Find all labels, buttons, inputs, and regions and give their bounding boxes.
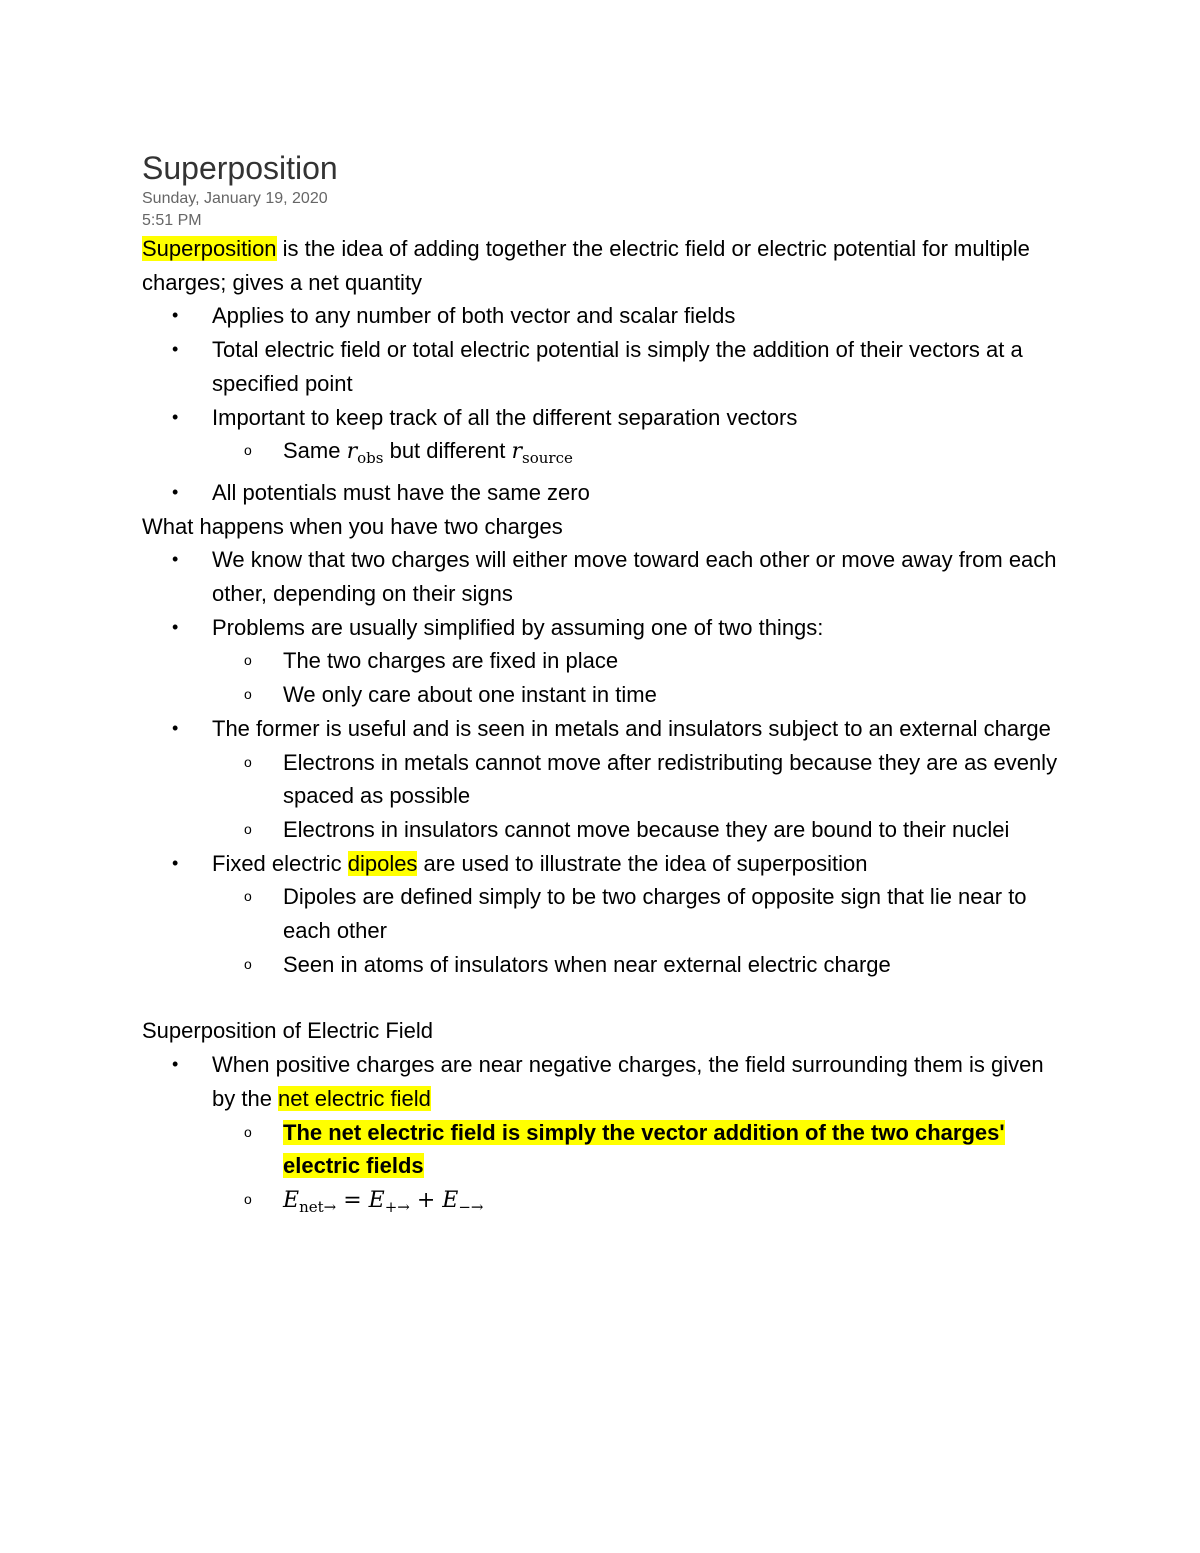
list-item: • All potentials must have the same zero [142,476,1072,510]
bullet-marker: • [172,339,179,360]
sub-list-item: o Electrons in metals cannot move after redistributing because they are as evenly spaced as possible [142,746,1072,813]
blank-line [142,981,1072,1014]
bullet-marker: • [172,549,179,570]
note-date: Sunday, January 19, 2020 [142,190,328,207]
list-item: • Fixed electric dipoles are used to illustrate the idea of superposition [142,847,1072,881]
circle-marker: o [244,1190,252,1207]
list-item: • The former is useful and is seen in metals and insulators subject to an external charge [142,712,1072,746]
bullet-marker: • [172,616,179,637]
circle-marker: o [244,652,252,669]
bullet-marker: • [172,481,179,502]
net-field-equation: $E_{net\to} = E_{+\to} + E_{-\to}$ [283,1187,484,1216]
highlighted-term: Superposition [142,236,277,261]
sub-list-item [142,1116,1072,1183]
sub-list-item: o The two charges are fixed in place [142,644,1072,678]
bullet-list-3 [142,1048,1072,1225]
circle-marker: o [244,955,252,972]
bullet-marker: • [172,406,179,427]
bullet-marker: • [172,305,179,326]
sub-list-item: o Same $r_{obs}$ but different $r_{source}$ [142,434,1072,476]
list-item: • Important to keep track of all the different separation vectors [142,401,1072,435]
intro-paragraph: Superposition is the idea of adding together the electric field or electric potential for multiple charges; gives a net quantity [142,236,1030,295]
sub-list-item: o Seen in atoms of insulators when near external electric charge [142,948,1072,982]
sub-list-item: o We only care about one instant in time [142,678,1072,712]
circle-marker: o [244,1123,252,1140]
sub-list-item: o Dipoles are defined simply to be two charges of opposite sign that lie near to each other [142,880,1072,947]
math-r-obs: $r_{obs}$ [346,439,384,468]
circle-marker: o [244,442,252,459]
section-heading: What happens when you have two charges [142,513,563,539]
page-title: Superposition [142,150,338,186]
math-r-source: $r_{source}$ [511,439,573,468]
sub-list-item: o Electrons in insulators cannot move because they are bound to their nuclei [142,813,1072,847]
sub-list-item [142,1183,1072,1225]
list-item: • Applies to any number of both vector and scalar fields [142,299,1072,333]
circle-marker: o [244,888,252,905]
section-heading: Superposition of Electric Field [142,1018,434,1044]
bullet-marker: • [172,852,179,873]
highlighted-statement: The net electric field is simply the vector addition of the two charges' electric fields [283,1119,1005,1179]
bullet-list-2 [142,543,1072,981]
circle-marker: o [244,753,252,770]
circle-marker: o [244,686,252,703]
note-body [142,232,1072,1225]
note-page [142,148,1072,1225]
list-item: • We know that two charges will either move toward each other or move away from each other, depending on their signs [142,543,1072,610]
bullet-marker: • [172,717,179,738]
note-time: 5:51 PM [142,212,202,229]
highlighted-term: dipoles [347,850,418,876]
bullet-list-1 [142,299,1072,509]
highlighted-term: net electric field [278,1085,431,1111]
list-item: • When positive charges are near negative charges, the field surrounding them is given by the net electric field [142,1048,1072,1115]
list-item: • Problems are usually simplified by assuming one of two things: [142,611,1072,645]
bullet-marker: • [172,1054,179,1075]
circle-marker: o [244,820,252,837]
list-item: • Total electric field or total electric potential is simply the addition of their vectors at a specified point [142,333,1072,400]
